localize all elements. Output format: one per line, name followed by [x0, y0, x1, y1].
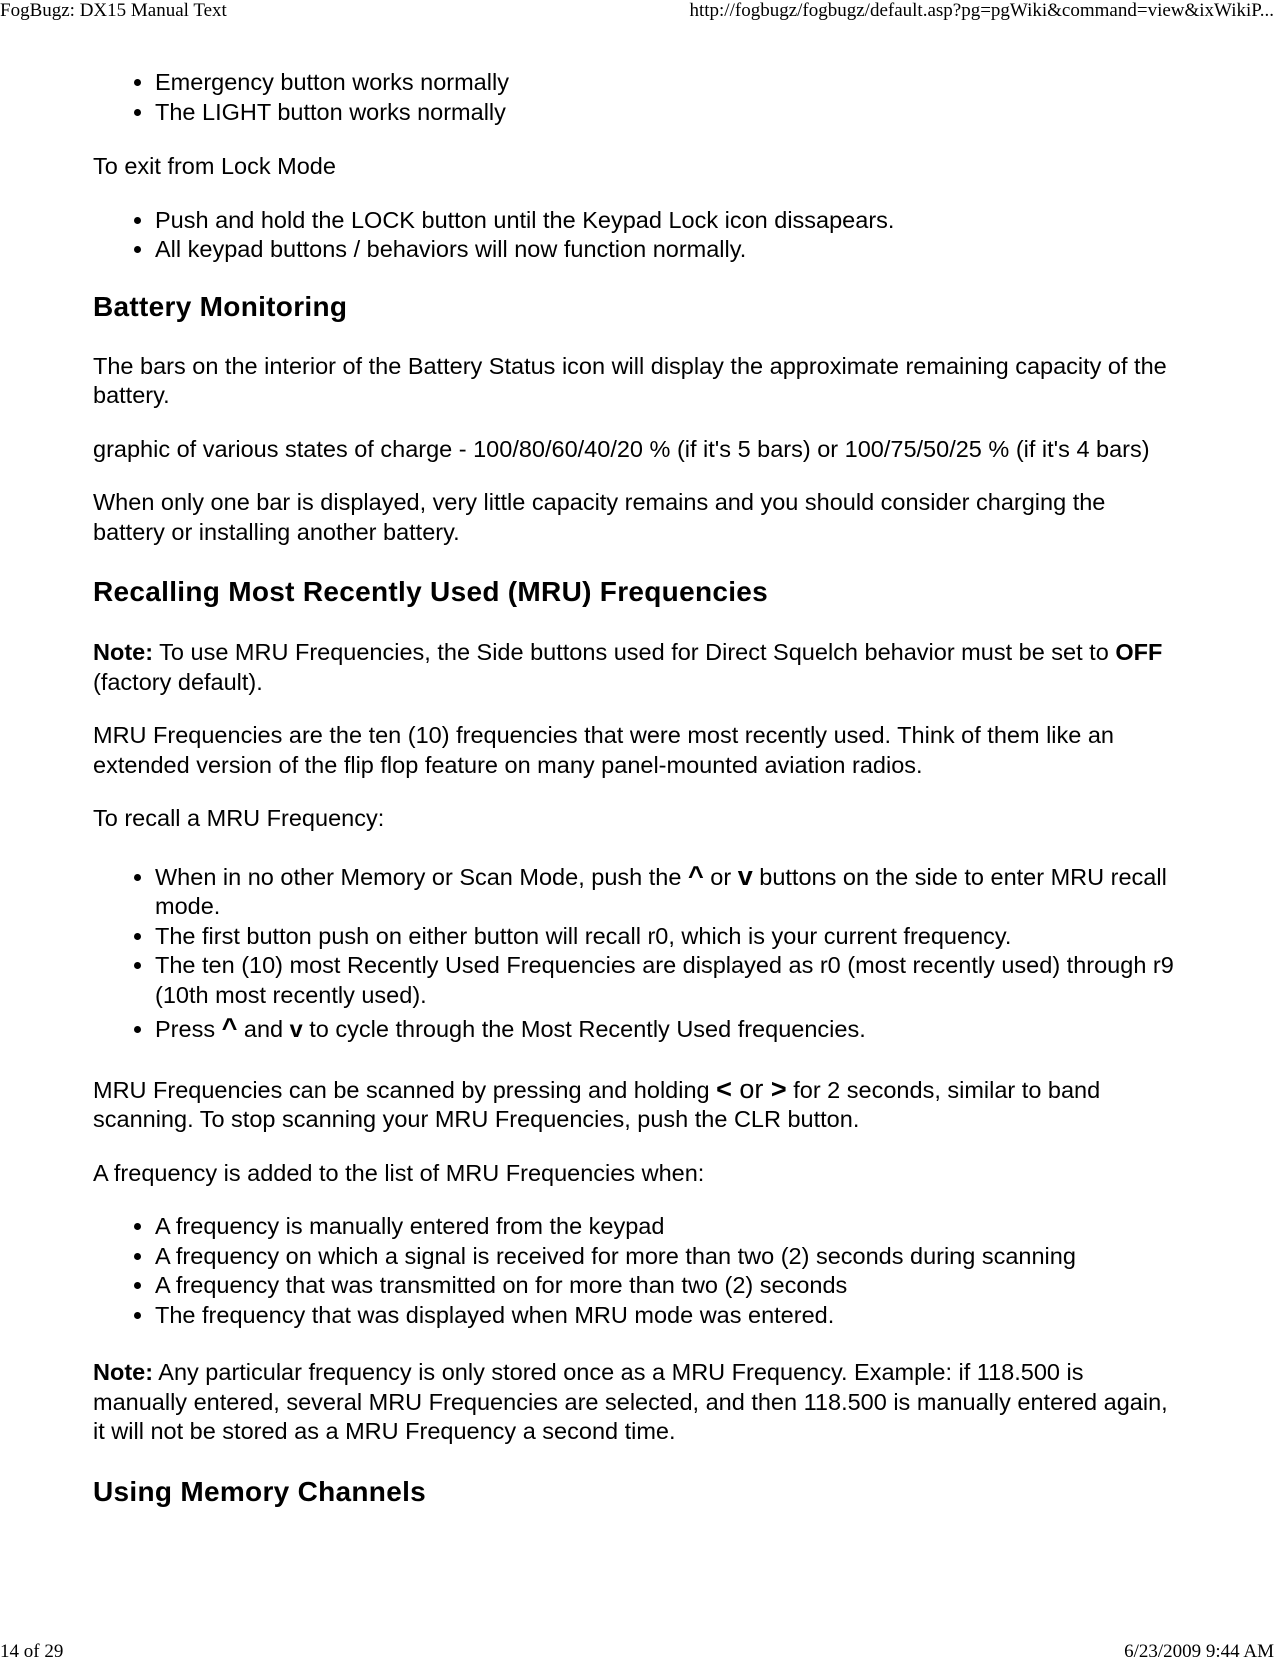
note-label: Note:	[93, 639, 154, 665]
list-item: • Press ^ and v to cycle through the Most Recently Used frequencies.	[155, 1014, 1181, 1045]
note-label: Note:	[93, 1359, 154, 1385]
bullet-list-mru-added	[93, 1212, 1181, 1330]
note-text: To use MRU Frequencies, the Side buttons used for Direct Squelch behavior must be set to	[153, 639, 1116, 665]
list-item: • A frequency that was transmitted on for more than two (2) seconds	[155, 1271, 1181, 1301]
down-symbol: v	[737, 860, 753, 891]
up-symbol: ^	[687, 860, 704, 891]
list-item: • When in no other Memory or Scan Mode, push the ^ or v buttons on the side to enter MRU recall mode.	[155, 862, 1181, 922]
mru-added-intro: A frequency is added to the list of MRU Frequencies when:	[93, 1159, 705, 1186]
heading-mru-frequencies: Recalling Most Recently Used (MRU) Frequencies	[93, 576, 769, 607]
paragraph: MRU Frequencies are the ten (10) frequencies that were most recently used. Think of them like an extended version of the flip flop feature on many panel-mounted aviation radios.	[93, 722, 1114, 778]
page-url: http://fogbugz/fogbugz/default.asp?pg=pgWiki&command=view&ixWikiP...	[689, 0, 1274, 21]
note-text: Any particular frequency is only stored once as a MRU Frequency. Example: if 118.500 is manually entered, several MRU Frequencies are selected, and then 118.500 is manually entered again, it will not be stored as a MRU Frequency a second time.	[93, 1359, 1168, 1444]
bullet-list-lock-behaviors	[93, 68, 1181, 127]
print-datetime: 6/23/2009 9:44 AM	[1124, 1641, 1274, 1662]
up-symbol: ^	[221, 1013, 238, 1043]
list-item: • Push and hold the LOCK button until the Keypad Lock icon dissapears.	[155, 206, 1181, 236]
list-item: • A frequency is manually entered from the keypad	[155, 1212, 1181, 1242]
list-item: • The first button push on either button will recall r0, which is your current frequency.	[155, 922, 1181, 952]
list-item: • Emergency button works normally	[155, 68, 1181, 98]
left-symbol: <	[716, 1073, 732, 1104]
note-bold-value: OFF	[1115, 639, 1163, 665]
bullet-list-mru-recall	[93, 862, 1181, 1045]
down-symbol: v	[289, 1016, 303, 1042]
list-item: • The LIGHT button works normally	[155, 98, 1181, 128]
list-item: • All keypad buttons / behaviors will now function normally.	[155, 235, 1181, 265]
page-number: 14 of 29	[0, 1641, 64, 1662]
paragraph: The bars on the interior of the Battery Status icon will display the approximate remaining capacity of the battery.	[93, 352, 1167, 408]
note-tail: (factory default).	[93, 669, 263, 695]
document-body	[93, 68, 1181, 1537]
list-item: • The ten (10) most Recently Used Frequencies are displayed as r0 (most recently used) through r9 (10th most recently used).	[155, 951, 1181, 1010]
list-item: • The frequency that was displayed when MRU mode was entered.	[155, 1301, 1181, 1331]
paragraph: graphic of various states of charge - 100/80/60/40/20 % (if it's 5 bars) or 100/75/50/25 % (if it's 4 bars)	[93, 435, 1150, 462]
bullet-list-exit-lock	[93, 206, 1181, 265]
note-mru-once	[93, 1358, 1181, 1447]
paragraph: When only one bar is displayed, very little capacity remains and you should consider charging the battery or installing another battery.	[93, 489, 1106, 545]
exit-lock-intro: To exit from Lock Mode	[93, 153, 336, 179]
page-title: FogBugz: DX15 Manual Text	[0, 0, 227, 21]
heading-memory-channels: Using Memory Channels	[93, 1475, 427, 1507]
mru-recall-intro: To recall a MRU Frequency:	[93, 805, 385, 831]
heading-battery-monitoring: Battery Monitoring	[93, 290, 348, 322]
mru-scan-paragraph: MRU Frequencies can be scanned by pressing and holding < or > for 2 seconds, similar to band scanning. To stop scanning your MRU Frequencies, push the CLR button.	[93, 1073, 1101, 1132]
list-item: • A frequency on which a signal is received for more than two (2) seconds during scanning	[155, 1242, 1181, 1272]
right-symbol: >	[770, 1073, 787, 1104]
note-mru-requirement	[93, 637, 1181, 697]
